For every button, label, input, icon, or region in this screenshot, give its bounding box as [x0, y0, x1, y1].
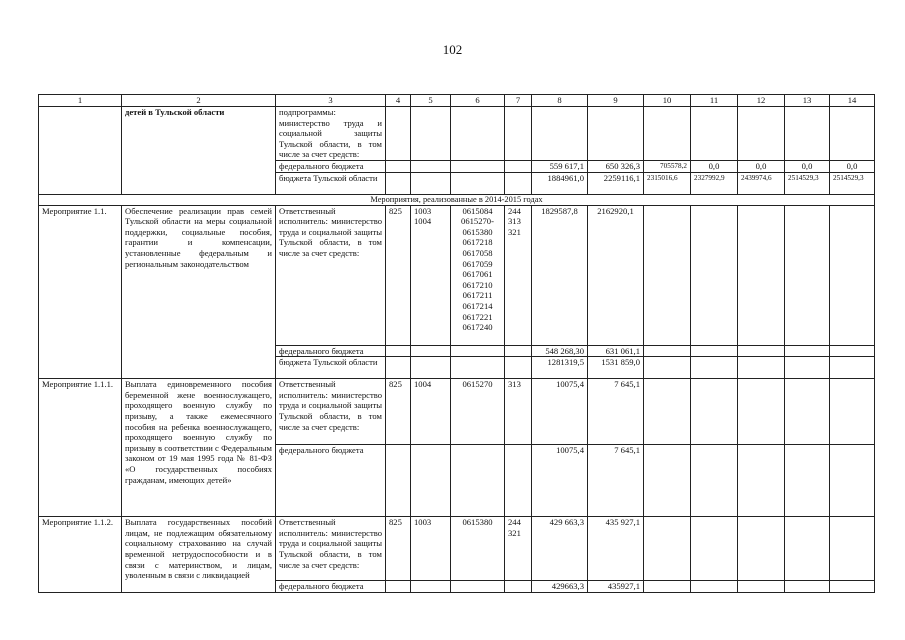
value-cell: 10075,4: [532, 379, 588, 445]
cell: [691, 517, 738, 581]
executor-text: подпрограммы: министерство труда и социальной защиты Тульской области, в том числе за счет средств:: [276, 107, 386, 161]
cell: [830, 345, 875, 357]
cell: [691, 581, 738, 593]
column-number: 2: [122, 95, 276, 107]
cell: [451, 445, 505, 517]
cell: [386, 581, 411, 593]
value-cell: 0,0: [691, 161, 738, 173]
cell: [386, 172, 411, 194]
value-cell: 2327992,9: [691, 172, 738, 194]
column-number: 4: [386, 95, 411, 107]
value-cell: 2439974,6: [738, 172, 785, 194]
column-number: 10: [644, 95, 691, 107]
value-cell: 1884961,0: [532, 172, 588, 194]
grbs-code: 825: [386, 205, 411, 345]
cell: [785, 517, 830, 581]
cell: [451, 345, 505, 357]
value-cell: 548 268,30: [532, 345, 588, 357]
page-number: 102: [442, 42, 463, 57]
cell: [691, 445, 738, 517]
cell: [505, 161, 532, 173]
executor-text: Ответственный исполнитель: министерство труда и социальной защиты Тульской области, в том числе за счет средств:: [276, 517, 386, 581]
cell: [386, 345, 411, 357]
column-number: 7: [505, 95, 532, 107]
cell: [785, 107, 830, 161]
table-row: [39, 379, 875, 445]
vr-code: 244 321: [505, 517, 532, 581]
cell: [386, 107, 411, 161]
value-cell: 1829587,8: [532, 205, 588, 345]
cell: [411, 357, 451, 379]
column-number: 8: [532, 95, 588, 107]
csr-code: 0615270: [451, 379, 505, 445]
cell: [738, 517, 785, 581]
column-number: 6: [451, 95, 505, 107]
cell: [738, 345, 785, 357]
rzpr-code: 1003 1004: [411, 205, 451, 345]
value-cell: 0,0: [830, 161, 875, 173]
cell: [785, 205, 830, 345]
funding-label: федерального бюджета: [276, 581, 386, 593]
column-number: 13: [785, 95, 830, 107]
cell: [644, 517, 691, 581]
cell: [386, 445, 411, 517]
column-number: 1: [39, 95, 122, 107]
funding-label: федерального бюджета: [276, 161, 386, 173]
cell: [691, 357, 738, 379]
value-cell: 7 645,1: [588, 445, 644, 517]
table-row: [39, 205, 875, 345]
column-number: 9: [588, 95, 644, 107]
csr-code: 0615380: [451, 517, 505, 581]
cell: [644, 357, 691, 379]
section-row: [39, 194, 875, 205]
measure-description: Выплата единовременного пособия беременной жене военнослужащего, проходящего военную службу по призыву, а также ежемесячного пособия на ребенка военнослужащего, проходящего военную службу по призыву в соответствии с Федеральным законом от 19 мая 1995 года № 81-ФЗ «О государственных пособиях гражданам, имеющих детей»: [122, 379, 276, 517]
value-cell: 2514529,3: [830, 172, 875, 194]
executor-text: Ответственный исполнитель: министерство труда и социальной защиты Тульской области, в том числе за счет средств:: [276, 205, 386, 345]
cell: [588, 107, 644, 161]
cell: [830, 445, 875, 517]
cell: [644, 445, 691, 517]
value-cell: 429 663,3: [532, 517, 588, 581]
vr-code: 244 313 321: [505, 205, 532, 345]
cell: [505, 107, 532, 161]
column-number: 3: [276, 95, 386, 107]
funding-label: федерального бюджета: [276, 345, 386, 357]
cell: [785, 379, 830, 445]
value-cell: 2259116,1: [588, 172, 644, 194]
column-number: 11: [691, 95, 738, 107]
value-cell: 429663,3: [532, 581, 588, 593]
cell: [830, 517, 875, 581]
cell: [644, 345, 691, 357]
value-cell: 2514529,3: [785, 172, 830, 194]
vr-code: 313: [505, 379, 532, 445]
column-number: 14: [830, 95, 875, 107]
cell-id: [39, 107, 122, 195]
cell: [411, 161, 451, 173]
cell: [644, 107, 691, 161]
cell: [532, 107, 588, 161]
cell: [785, 345, 830, 357]
cell: [411, 581, 451, 593]
measure-description: Выплата государственных пособий лицам, не подлежащим обязательному социальному страхованию на случай временной нетрудоспособности и в связи с материнством, и лицам, уволенным в связи с ликвидацией: [122, 517, 276, 593]
funding-label: федерального бюджета: [276, 445, 386, 517]
cell: [830, 205, 875, 345]
cell: [505, 172, 532, 194]
cell: [738, 445, 785, 517]
section-title: Мероприятия, реализованные в 2014-2015 годах: [39, 194, 875, 205]
measure-description: Обеспечение реализации прав семей Тульской области на меры социальной поддержки, социальные пособия, гарантии и компенсации, установленные федеральным и региональным законодательством: [122, 205, 276, 379]
value-cell: 435 927,1: [588, 517, 644, 581]
cell: [411, 172, 451, 194]
cell: [785, 357, 830, 379]
funding-label: бюджета Тульской области: [276, 172, 386, 194]
cell: [738, 205, 785, 345]
cell: [691, 205, 738, 345]
cell: [644, 205, 691, 345]
cell: [411, 107, 451, 161]
cell: [738, 581, 785, 593]
grbs-code: 825: [386, 379, 411, 445]
value-cell: 2315016,6: [644, 172, 691, 194]
measure-id: Мероприятие 1.1.: [39, 205, 122, 379]
cell: [691, 379, 738, 445]
cell: [505, 357, 532, 379]
value-cell: 0,0: [785, 161, 830, 173]
value-cell: 0,0: [738, 161, 785, 173]
budget-table: [38, 94, 875, 593]
cell: [691, 345, 738, 357]
value-cell: 559 617,1: [532, 161, 588, 173]
cell: [785, 445, 830, 517]
cell: [505, 345, 532, 357]
cell: [505, 445, 532, 517]
cell: [738, 379, 785, 445]
cell: [386, 357, 411, 379]
cell: [830, 107, 875, 161]
executor-text: Ответственный исполнитель: министерство труда и социальной защиты Тульской области, в том числе за счет средств:: [276, 379, 386, 445]
cell: [451, 581, 505, 593]
value-cell: 7 645,1: [588, 379, 644, 445]
cell: [451, 107, 505, 161]
column-number: 12: [738, 95, 785, 107]
funding-label: бюджета Тульской области: [276, 357, 386, 379]
cell: [644, 581, 691, 593]
cell: [411, 345, 451, 357]
cell: [785, 581, 830, 593]
value-cell: 631 061,1: [588, 345, 644, 357]
cell: [738, 357, 785, 379]
cell: [386, 161, 411, 173]
program-name: детей в Тульской области: [122, 107, 276, 195]
value-cell: 1281319,5: [532, 357, 588, 379]
cell: [644, 379, 691, 445]
value-cell: 705578,2: [644, 161, 691, 173]
cell: [451, 161, 505, 173]
value-cell: 650 326,3: [588, 161, 644, 173]
cell: [451, 357, 505, 379]
cell: [411, 445, 451, 517]
value-cell: 10075,4: [532, 445, 588, 517]
rzpr-code: 1004: [411, 379, 451, 445]
table-row: [39, 107, 875, 161]
column-number-row: [39, 95, 875, 107]
value-cell: 435927,1: [588, 581, 644, 593]
value-cell: 2162920,1: [588, 205, 644, 345]
cell: [691, 107, 738, 161]
csr-code: 0615084 0615270- 0615380 0617218 0617058 0617059 0617061 0617210 0617211 0617214 0617221 0617240: [451, 205, 505, 345]
measure-id: Мероприятие 1.1.2.: [39, 517, 122, 593]
cell: [830, 581, 875, 593]
cell: [830, 357, 875, 379]
value-cell: 1531 859,0: [588, 357, 644, 379]
cell: [830, 379, 875, 445]
grbs-code: 825: [386, 517, 411, 581]
cell: [451, 172, 505, 194]
rzpr-code: 1003: [411, 517, 451, 581]
cell: [505, 581, 532, 593]
table-row: [39, 517, 875, 581]
cell: [738, 107, 785, 161]
measure-id: Мероприятие 1.1.1.: [39, 379, 122, 517]
column-number: 5: [411, 95, 451, 107]
